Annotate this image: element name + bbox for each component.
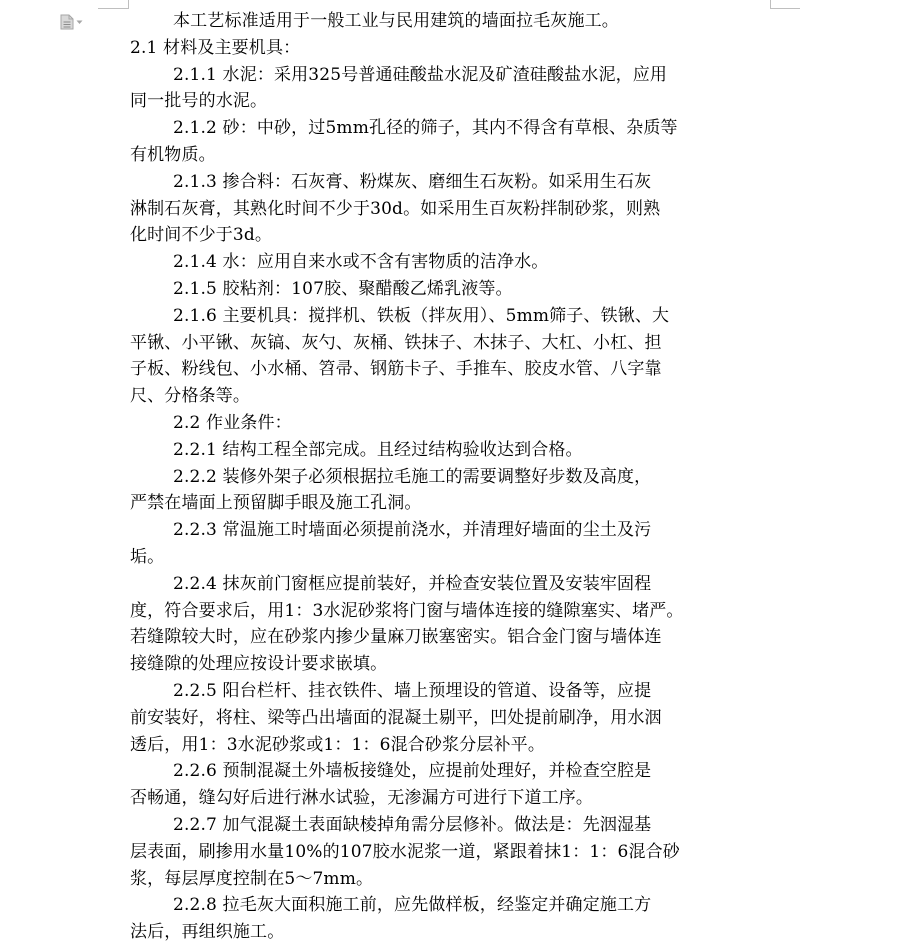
document-icon	[60, 14, 74, 30]
body-line: 有机物质。	[130, 144, 216, 165]
body-line: 尺、分格条等。	[130, 386, 251, 407]
body-line: 平锹、小平锹、灰镐、灰勺、灰桶、铁抹子、木抹子、大杠、小杠、担	[130, 332, 662, 353]
section-heading: 2.2 作业条件：	[173, 412, 292, 433]
body-line: 浆，每层厚度控制在5～7mm。	[130, 868, 374, 889]
body-line: 子板、粉线包、小水桶、笤帚、钢筋卡子、手推车、胶皮水管、八字靠	[130, 359, 662, 380]
body-line: 严禁在墙面上预留脚手眼及施工孔洞。	[130, 493, 422, 514]
crop-mark-top-left-horizontal	[98, 8, 128, 9]
body-line: 2.2.6 预制混凝土外墙板接缝处，应提前处理好，并检查空腔是	[173, 761, 652, 782]
crop-mark-top-left-vertical	[128, 0, 129, 9]
body-line: 2.2.4 抹灰前门窗框应提前装好，并检查安装位置及安装牢固程	[173, 573, 652, 594]
body-line: 前安装好，将柱、梁等凸出墙面的混凝土剔平，凹处提前刷净，用水洇	[130, 707, 662, 728]
body-line: 透后，用1：3水泥砂浆或1：1：6混合砂浆分层补平。	[130, 734, 545, 755]
body-line: 若缝隙较大时，应在砂浆内掺少量麻刀嵌塞密实。铝合金门窗与墙体连	[130, 627, 662, 648]
body-line: 2.2.3 常温施工时墙面必须提前浇水，并清理好墙面的尘土及污	[173, 520, 652, 541]
body-line: 本工艺标准适用于一般工业与民用建筑的墙面拉毛灰施工。	[173, 11, 619, 31]
document-body	[130, 8, 778, 946]
body-line: 2.2.7 加气混凝土表面缺棱掉角需分层修补。做法是：先洇湿基	[173, 814, 652, 835]
document-menu-button[interactable]	[60, 14, 86, 30]
body-line: 否畅通，缝勾好后进行淋水试验，无渗漏方可进行下道工序。	[130, 788, 594, 809]
body-line: 2.2.1 结构工程全部完成。且经过结构验收达到合格。	[173, 439, 583, 460]
body-line: 垢。	[130, 546, 165, 567]
body-line: 2.1.5 胶粘剂：107胶、聚醋酸乙烯乳液等。	[173, 278, 513, 299]
body-line: 层表面，刷掺用水量10%的107胶水泥浆一道，紧跟着抹1：1：6混合砂	[130, 841, 680, 862]
body-line: 化时间不少于3d。	[130, 225, 273, 246]
body-line: 2.1.1 水泥：采用325号普通硅酸盐水泥及矿渣硅酸盐水泥，应用	[173, 64, 668, 85]
body-line: 2.2.5 阳台栏杆、挂衣铁件、墙上预埋设的管道、设备等，应提	[173, 680, 652, 701]
body-line: 淋制石灰膏，其熟化时间不少于30d。如采用生百灰粉拌制砂浆，则熟	[130, 198, 661, 219]
body-line: 接缝隙的处理应按设计要求嵌填。	[130, 654, 388, 675]
body-line: 2.2.2 装修外架子必须根据拉毛施工的需要调整好步数及高度，	[173, 466, 652, 487]
body-line: 法后，再组织施工。	[130, 922, 285, 943]
body-line: 度，符合要求后，用1：3水泥砂浆将门窗与墙体连接的缝隙塞实、堵严。	[130, 600, 684, 621]
body-line: 2.1.4 水：应用自来水或不含有害物质的洁净水。	[173, 252, 549, 273]
body-line: 2.1.2 砂：中砂，过5mm孔径的筛子，其内不得含有草根、杂质等	[173, 118, 678, 139]
body-line: 2.2.8 拉毛灰大面积施工前，应先做样板，经鉴定并确定施工方	[173, 895, 652, 916]
body-line: 2.1.3 掺合料：石灰膏、粉煤灰、磨细生石灰粉。如采用生石灰	[173, 171, 652, 192]
section-heading: 2.1 材料及主要机具：	[130, 37, 301, 58]
chevron-down-icon	[76, 20, 83, 25]
body-line: 2.1.6 主要机具：搅拌机、铁板（拌灰用）、5mm筛子、铁锹、大	[173, 305, 670, 326]
body-line: 同一批号的水泥。	[130, 91, 268, 112]
